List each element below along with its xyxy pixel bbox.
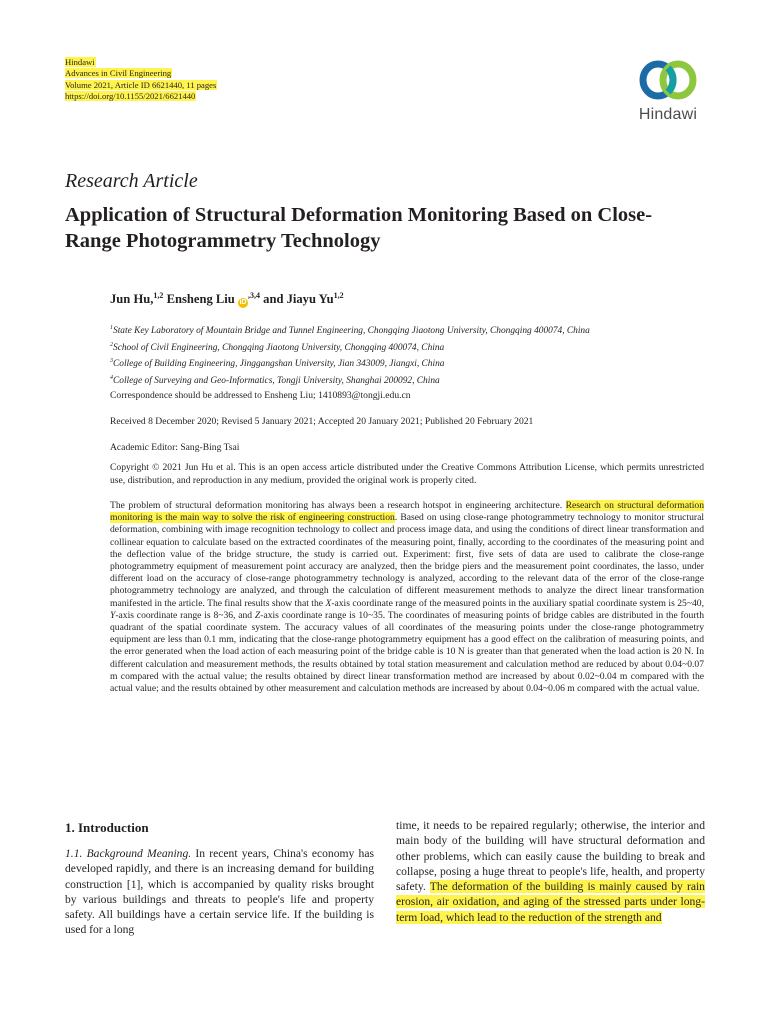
- author-affiliation-marker: ,3,4: [247, 291, 260, 300]
- journal-info: [65, 57, 217, 103]
- author-name: Ensheng Liu: [166, 292, 235, 307]
- highlighted-text: Research on structural deformation monitoring is the main way to solve the risk of engineering construction: [110, 500, 705, 524]
- body-text-right-column: time, it needs to be repaired regularly; otherwise, the interior and main body of the building will have structural deformation and other problems, which can easily cause the building to break and collapse, posing a huge threat to people's life, health, and property safety. The deformation of the building is mainly caused by rain erosion, air oxidation, and aging of the stressed parts under long-term load, which lead to the reduction of the strength and: [396, 819, 705, 924]
- author-name: Jun Hu,: [110, 292, 154, 307]
- affiliations: [110, 322, 590, 389]
- subsection-heading: 1.1. Background Meaning.: [65, 847, 192, 860]
- doi-link[interactable]: https://doi.org/10.1155/2021/6621440: [65, 91, 196, 102]
- orcid-icon[interactable]: iD: [239, 299, 247, 307]
- abstract: The problem of structural deformation monitoring has always been a research hotspot in engineering architecture. Research on structural deformation monitoring is the main way to solve the risk of engineering construction. Based on using close-range photogrammetry technology to monitor structural deformation, combining with image recognition technology to collect and process image data, and using the conditions of direct linear transformation and collinear equation to calculate based on the extracted coordinates of the measuring point, finally, according to the coordinates of the measuring point and the deflection value of the bridge structure, the study is carried out. Experiment: first, five sets of data are used to calibrate the close-range photogrammetry equipment of measurement point accuracy are analyzed, then the bridge piers and the measurement point coordinates, the lasso, under different load on the accuracy of close-range photogrammetry technology is analyzed, according to the relevant data of the error of the close-range photogrammetry technology are analyzed, and through the calculation of different measurement methods to analyze the direct linear transformation manifested in the article. The final results show that the X-axis coordinate range of the measured points in the auxiliary spatial coordinate system is 25~40, Y-axis coordinate range is 8~36, and Z-axis coordinate range is 10~35. The coordinates of measuring points of bridge cables are distributed in the fourth quadrant of the spatial coordinate system. The accuracy values of all coordinates of the measuring points under the close-range photogrammetry equipment are less than 0.1 mm, indicating that the close-range photogrammetry equipment has a good effect on the calibration of measuring points, and the error generated when the load action of each measuring point of the bridge cable is 10 N is greater than that generated when the load action is 20 N. In different calculation and measurement methods, the results obtained by total station measurement and calculation method are reduced by about 0.04~0.07 m compared with the actual value; the results obtained by direct linear transformation method are increased by about 0.02~0.04 m compared with the actual value; and the results obtained by other measurement and calculation methods are increased by about 0.04~0.06 m compared with the actual value.: [110, 500, 705, 695]
- affiliation: $^3$College of Building Engineering, Jinggangshan University, Jian 343009, Jiangxi, China: [110, 358, 445, 370]
- section-heading: 1. Introduction: [65, 820, 149, 835]
- author-affiliation-marker: 1,2: [153, 291, 164, 300]
- author-name: and Jiayu Yu: [263, 292, 334, 307]
- journal-name: Advances in Civil Engineering: [65, 68, 172, 79]
- academic-editor: Academic Editor: Sang-Bing Tsai: [110, 442, 240, 453]
- hindawi-wordmark: Hindawi: [638, 106, 698, 123]
- article-title: Application of Structural Deformation Monitoring Based on Close-Range Photogrammetry Technology: [65, 204, 653, 252]
- article-type: Research Article: [65, 170, 198, 192]
- hindawi-logo-mark-icon: [638, 58, 698, 102]
- publisher-name: Hindawi: [65, 57, 95, 67]
- highlighted-text: The deformation of the building is mainly caused by rain erosion, air oxidation, and aging of the stressed parts under long-term load, which lead to the reduction of the strength and: [396, 880, 705, 924]
- body-text-left-column: 1.1. Background Meaning. In recent years, China's economy has developed rapidly, and there is an increasing demand for building construction [1], which is accompanied by quality risks brought by various buildings and threats to people's life and property safety. All buildings have a certain service life. If the building is used for a long: [65, 847, 374, 937]
- copyright-notice: Copyright © 2021 Jun Hu et al. This is an open access article distributed under the Creative Commons Attribution License, which permits unrestricted use, distribution, and reproduction in any medium, provided the original work is properly cited.: [110, 462, 704, 486]
- author-affiliation-marker: 1,2: [333, 291, 344, 300]
- author-list: [110, 291, 344, 307]
- affiliation: $^4$College of Surveying and Geo-Informatics, Tongji University, Shanghai 200092, China: [110, 375, 440, 387]
- publication-dates: Received 8 December 2020; Revised 5 January 2021; Accepted 20 January 2021; Published 20 February 2021: [110, 416, 534, 427]
- affiliation: $^2$School of Civil Engineering, Chongqing Jiaotong University, Chongqing 400074, China: [110, 341, 445, 353]
- hindawi-logo: [628, 58, 708, 124]
- affiliation: $^1$State Key Laboratory of Mountain Bridge and Tunnel Engineering, Chongqing Jiaotong University, Chongqing 400074, China: [110, 325, 590, 337]
- correspondence: Correspondence should be addressed to Ensheng Liu; 1410893@tongji.edu.cn: [110, 390, 411, 401]
- volume-line: Volume 2021, Article ID 6621440, 11 pages: [65, 79, 217, 90]
